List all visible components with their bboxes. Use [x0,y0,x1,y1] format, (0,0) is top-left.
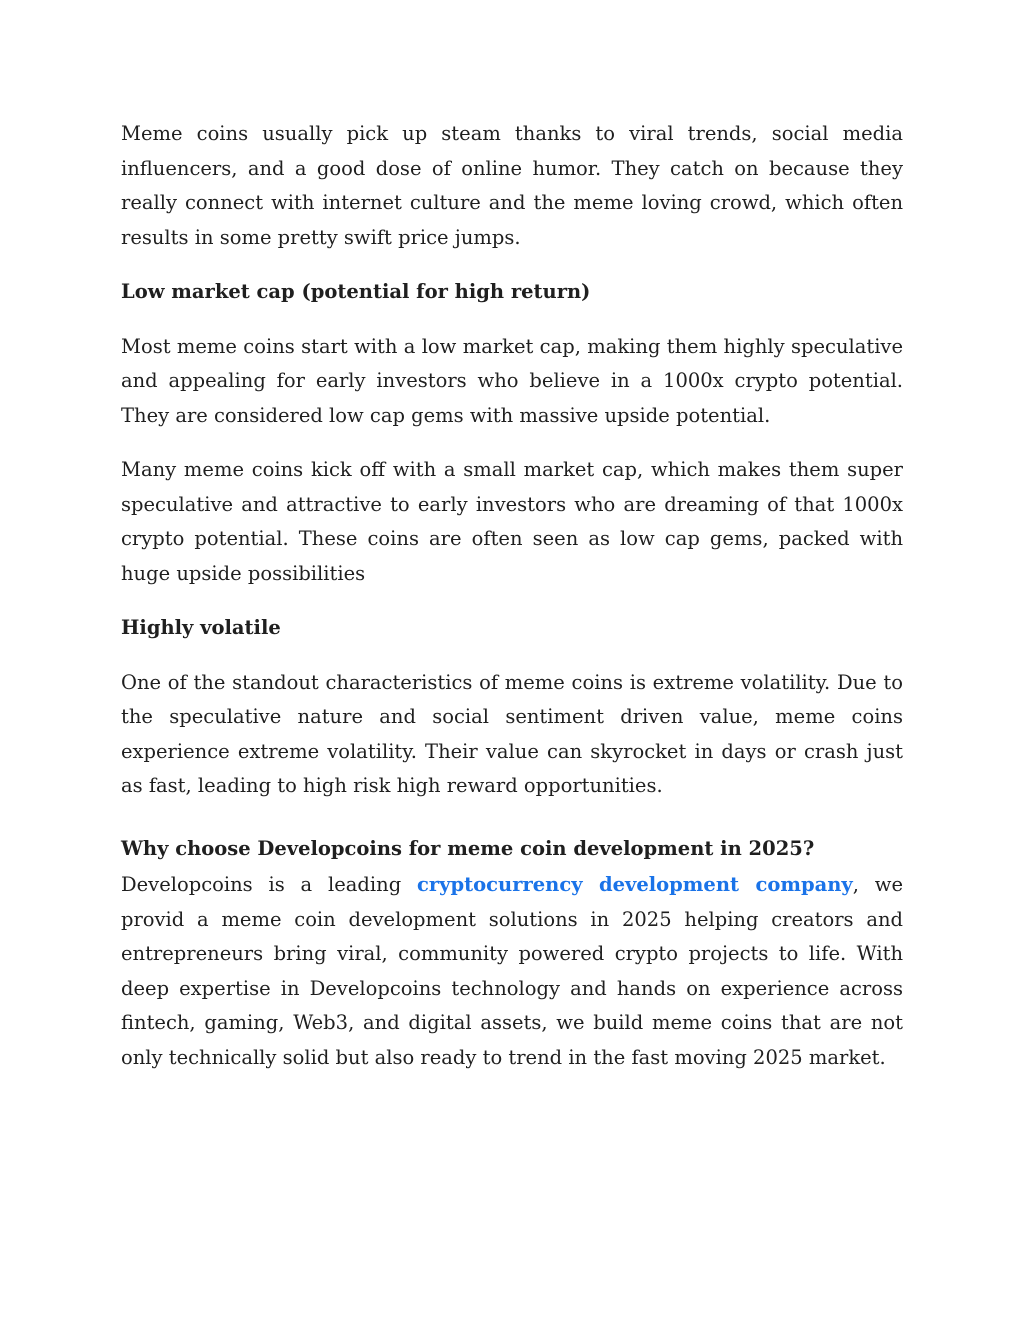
why-choose-heading: Why choose Developcoins for meme coin development in 2025? [121,836,815,860]
volatility-paragraph: One of the standout characteristics of meme coins is extreme volatility. Due to the speculative nature and social sentiment driven value, meme coins experience extreme volatility. Their value can skyrocket in days or crash just as fast, leading to high risk high reward opportunities. [121,670,903,797]
developcoins-text-before-link: Developcoins is a leading [121,873,418,896]
cryptocurrency-development-company-link[interactable]: cryptocurrency development company [417,873,853,896]
document-page [121,117,903,1095]
developcoins-text-after-link: , we provid a meme coin development solutions in 2025 helping creators and entrepreneurs bring viral, community powered crypto projects to life. With deep expertise in Developcoins technology and hands on experience across fintech, gaming, Web3, and digital assets, we build meme coins that are not only technically solid but also ready to trend in the fast moving 2025 market. [121,873,903,1069]
developcoins-paragraph [121,868,903,1075]
low-market-cap-paragraph: Most meme coins start with a low market cap, making them highly speculative and appealing for early investors who believe in a 1000x crypto potential. They are considered low cap gems with massive upside potential. [121,334,903,427]
low-market-cap-heading: Low market cap (potential for high return) [121,280,591,303]
intro-paragraph: Meme coins usually pick up steam thanks to viral trends, social media influencers, and a good dose of online humor. They catch on because they really connect with internet culture and the meme loving crowd, which often results in some pretty swift price jumps. [121,122,903,249]
highly-volatile-heading: Highly volatile [121,616,281,639]
small-market-cap-paragraph: Many meme coins kick off with a small market cap, which makes them super speculative and attractive to early investors who are dreaming of that 1000x crypto potential. These coins are often seen as low cap gems, packed with huge upside possibilities [121,458,903,585]
